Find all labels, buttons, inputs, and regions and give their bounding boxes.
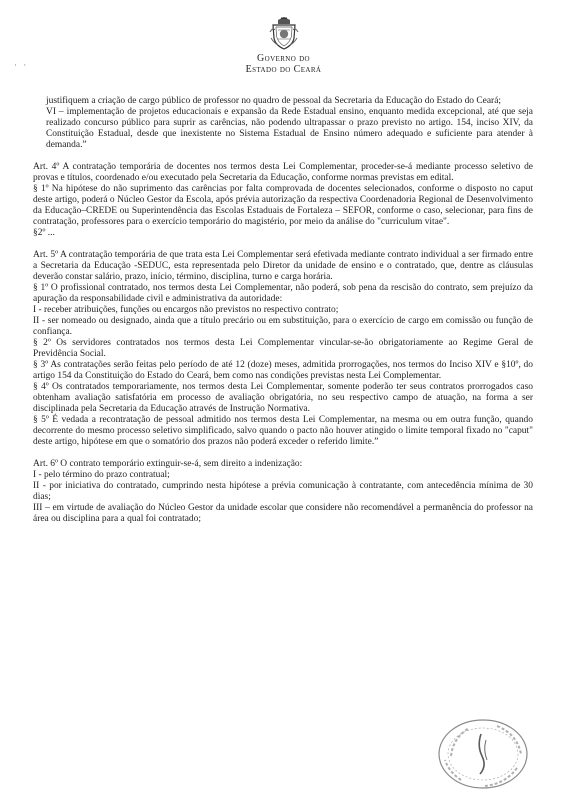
letterhead bbox=[0, 16, 567, 75]
paragraph-art-5-par-5: § 5º É vedada a recontratação de pessoal admitido nos termos desta Lei Complementar, na mesma ou em outra função, quando decorrente do mesmo processo seletivo simplificado, salvo quando o pacto não houver atingido o limite temporal fixado no "caput" deste artigo, hipótese em que o somatório dos prazos não poderá exceder o referido limite.” bbox=[33, 415, 533, 447]
paragraph-art-5-par-4: § 4º Os contratados temporariamente, nos termos desta Lei Complementar, somente poderão ter seus contratos prorrogados caso obtenham avaliação satisfatória em processo de avaliação obrigatória, no seu respectivo campo de atuação, na forma a ser disciplinada pela Secretaria da Educação através de Instrução Normativa. bbox=[33, 382, 533, 414]
paragraph-art-4-par-1: § 1º Na hipótese do não suprimento das carências por falta comprovada de docentes selecionados, conforme o disposto no caput deste artigo, poderá o Núcleo Gestor da Escola, após prévia autorização da respectiva Coordenadoria Regional de Desenvolvimento da Educação–CREDE ou Superintendência das Escolas Estaduais de Fortaleza – SEFOR, conforme o caso, selecionar, para fins de contratação, professores para o exercício temporário do magistério, por meio da análise do "curriculum vitae". bbox=[33, 184, 533, 227]
paragraph-art-5: Art. 5º A contratação temporária de que trata esta Lei Complementar será efetivada mediante contrato individual a ser firmado entre a Secretaria da Educação -SEDUC, esta representada pelo Diretor da unidade de ensino e o contratado, que, dentre as cláusulas deverão constar salário, prazo, início, término, disciplina, turno e carga horária. bbox=[33, 250, 533, 282]
paragraph-art-6: Art. 6º O contrato temporário extinguir-se-á, sem direito a indenização: bbox=[33, 459, 303, 469]
paragraph-art-5-par-3: § 3º As contratações serão feitas pelo período de até 12 (doze) meses, admitida prorrogações, nos termos do Inciso XIV e §10º, do artigo 154 da Constituição do Estado do Ceará, bem como nas condições previstas nesta Lei Complementar. bbox=[33, 360, 533, 381]
paragraph-art-5-item-i: I - receber atribuições, funções ou encargos não previstos no respectivo contrato; bbox=[33, 305, 339, 315]
paragraph-art-6-item-i: I - pelo término do prazo contratual; bbox=[33, 470, 170, 480]
header-state: Estado do Ceará bbox=[245, 64, 322, 75]
header-government: Governo do bbox=[257, 53, 310, 64]
paragraph-art-5-item-ii: II - ser nomeado ou designado, ainda que a título precário ou em substituição, para o exercício de cargo em comissão ou função de confiança. bbox=[33, 316, 533, 337]
paragraph-art-5-par-2: § 2º Os servidores contratados nos termos desta Lei Complementar vincular-se-ão obrigatoriamente ao Regime Geral de Previdência Social. bbox=[33, 338, 533, 359]
paragraph-art-4: Art. 4º A contratação temporária de docentes nos termos desta Lei Complementar, proceder-se-á mediante processo seletivo de provas e títulos, coordenado e/ou executado pela Secretaria da Educação, conforme normas previstas em edital. bbox=[33, 162, 533, 183]
document-body bbox=[33, 96, 533, 525]
paragraph-item-vi: VI – implementação de projetos educacionais e expansão da Rede Estadual ensino, enquanto medida excepcional, até que seja realizado concurso público para suprir as carências, não podendo ultrapassar o prazo previsto no artigo. 154, inciso XIV, da Constituição Estadual, desde que inexistente no Sistema Estadual de Ensino número adequado e suficiente para atender à demanda.” bbox=[46, 107, 533, 150]
stray-mark: · · bbox=[14, 60, 29, 70]
state-coat-of-arms-icon bbox=[269, 16, 299, 50]
paragraph-art-5-par-1: § 1º O profissional contratado, nos termos desta Lei Complementar, não poderá, sob pena da rescisão do contrato, sem prejuízo da apuração da responsabilidade civil e administrativa da autoridade: bbox=[33, 283, 533, 304]
paragraph-art-6-item-iii: III – em virtude de avaliação do Núcleo Gestor da unidade escolar que considere não recomendável a permanência do professor na área ou disciplina para a qual foi contratado; bbox=[33, 503, 533, 524]
paragraph-art-4-par-2: §2º ... bbox=[33, 228, 55, 238]
paragraph-art-6-item-ii: II - por iniciativa do contratado, cumprindo nesta hipótese a prévia comunicação à contratante, com antecedência mínima de 30 dias; bbox=[33, 481, 533, 502]
official-stamp-icon bbox=[431, 716, 531, 792]
paragraph-continuation: justifiquem a criação de cargo público de professor no quadro de pessoal da Secretaria da Educação do Estado do Ceará; bbox=[46, 96, 502, 106]
